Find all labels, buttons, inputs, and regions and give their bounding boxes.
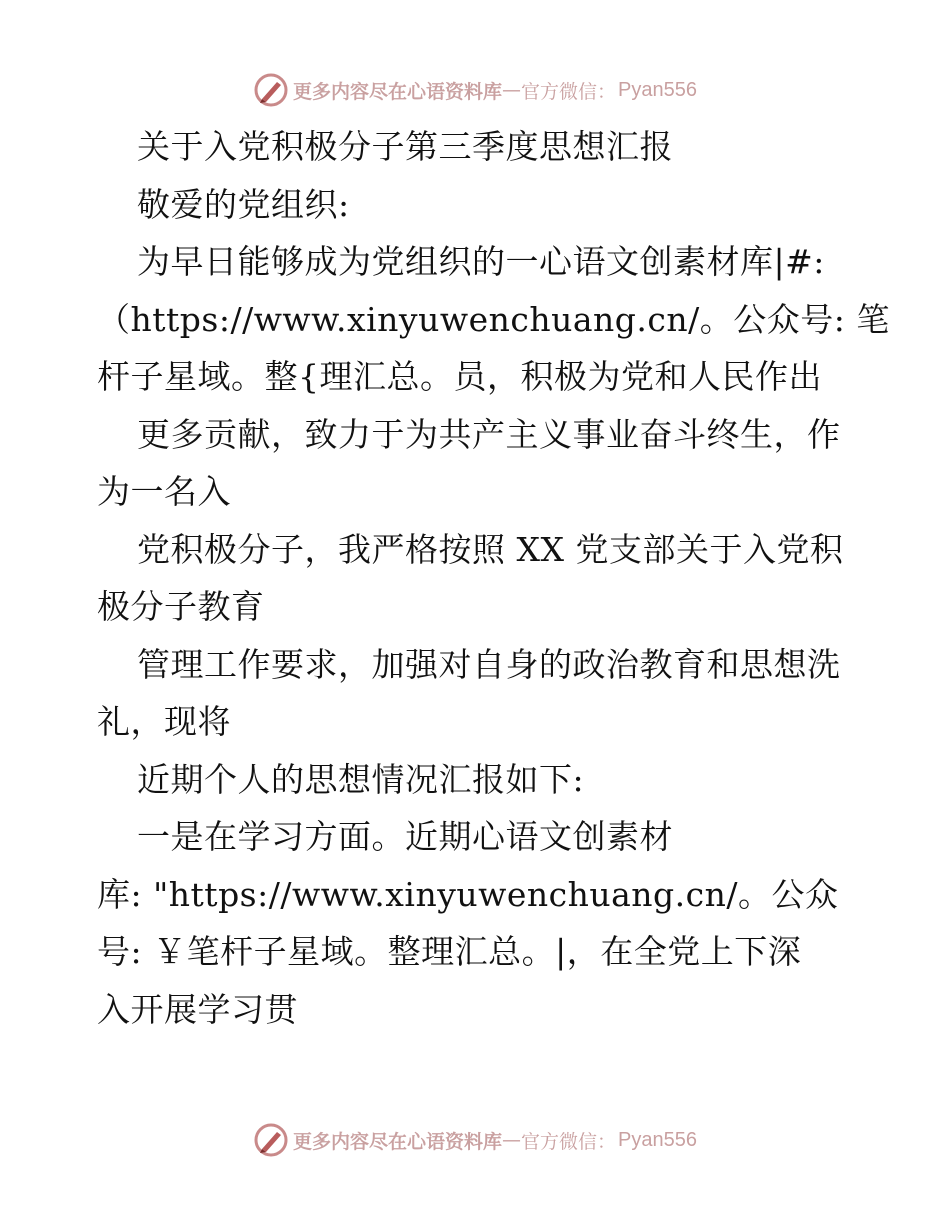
watermark-label: 官方微信： (521, 1130, 617, 1153)
paragraph-line: 杆子星域。整{理汇总。员，积极为党和人民作出 (97, 357, 822, 396)
watermark-id: Pyan556 (618, 78, 697, 101)
watermark-text: 更多内容尽在心语资料库 (293, 80, 503, 103)
watermark-label: 官方微信： (521, 80, 617, 103)
document-title: 关于入党积极分子第三季度思想汇报 (137, 127, 673, 166)
footer-watermark (0, 1120, 950, 1160)
watermark-separator: — (502, 79, 522, 101)
pen-logo-icon (253, 1122, 289, 1158)
salutation: 敬爱的党组织: (137, 184, 350, 224)
paragraph-line: 管理工作要求，加强对自身的政治教育和思想洗 (137, 644, 841, 684)
paragraph-line: 极分子教育 (97, 587, 265, 626)
paragraph-line: 党积极分子，我严格按照 XX 党支部关于入党积 (137, 529, 844, 569)
paragraph-line: （https://www.xinyuwenchuang.cn/。公众号: 笔 (97, 299, 890, 339)
paragraph-line: 一是在学习方面。近期心语文创素材 (137, 817, 673, 856)
pen-logo-icon (253, 72, 289, 108)
watermark-id: Pyan556 (618, 1128, 697, 1151)
paragraph-line: 号: ￥笔杆子星域。整理汇总。|，在全党上下深 (97, 932, 802, 971)
document-body (97, 118, 890, 1038)
paragraph-line: 近期个人的思想情况汇报如下: (137, 759, 585, 799)
watermark-separator: — (502, 1129, 522, 1151)
paragraph-line: 为早日能够成为党组织的一心语文创素材库|#: (137, 242, 825, 281)
paragraph-line: 入开展学习贯 (97, 989, 298, 1029)
paragraph-line: 库: "https://www.xinyuwenchuang.cn/。公众 (97, 874, 839, 914)
paragraph-line: 更多贡献，致力于为共产主义事业奋斗终生，作 (137, 414, 841, 454)
watermark-text: 更多内容尽在心语资料库 (293, 1130, 503, 1153)
header-watermark (0, 70, 950, 110)
paragraph-line: 礼，现将 (97, 702, 231, 741)
paragraph-line: 为一名入 (97, 472, 231, 511)
